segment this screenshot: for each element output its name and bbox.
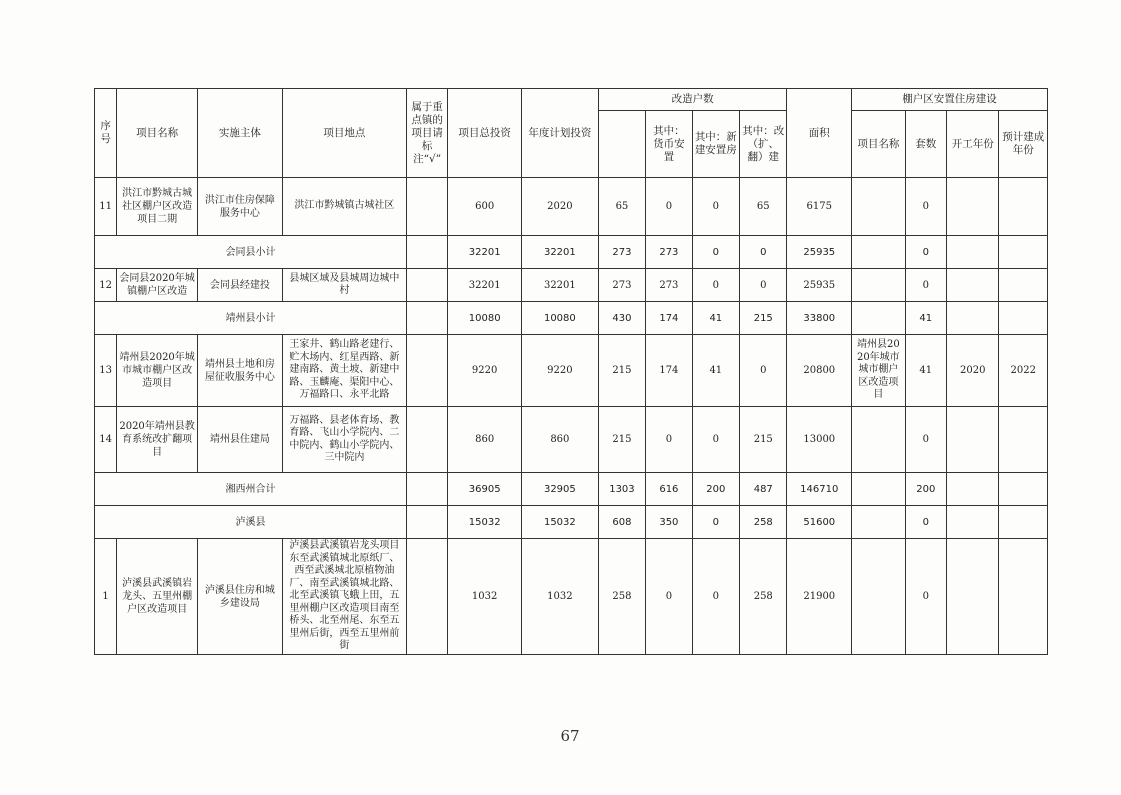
cell-sets: 0 [905, 506, 946, 539]
cell-seq: 11 [95, 178, 117, 236]
cell-location: 县城区域及县城周边城中村 [282, 269, 406, 302]
cell-new-resettlement-housing: 200 [692, 473, 739, 506]
cell-expected-completion-year [999, 302, 1048, 335]
cell-implementer: 泸溪县住房和城乡建设局 [197, 539, 282, 655]
subtotal-row [95, 473, 1048, 506]
cell-total-investment: 9220 [448, 335, 522, 407]
cell-start-year [946, 506, 998, 539]
cell-renovation-households: 215 [598, 335, 645, 407]
cell-area: 25935 [787, 269, 852, 302]
cell-key-town [406, 178, 447, 236]
cell-expected-completion-year [999, 407, 1048, 473]
cell-expected-completion-year [999, 236, 1048, 269]
cell-annual-plan-investment: 860 [522, 407, 599, 473]
cell-sets: 41 [905, 335, 946, 407]
cell-resettlement-project-name [852, 473, 906, 506]
cell-currency-resettlement: 174 [646, 302, 692, 335]
cell-key-town [406, 335, 447, 407]
cell-start-year [946, 236, 998, 269]
cell-area: 6175 [787, 178, 852, 236]
cell-renovation-households: 608 [598, 506, 645, 539]
cell-annual-plan-investment: 32201 [522, 269, 599, 302]
cell-area: 51600 [787, 506, 852, 539]
cell-area: 20800 [787, 335, 852, 407]
table-row [95, 335, 1048, 407]
cell-project-name: 靖州县2020年城市城市棚户区改造项目 [117, 335, 198, 407]
cell-annual-plan-investment: 9220 [522, 335, 599, 407]
header-area: 面积 [787, 89, 852, 178]
cell-expansion-rebuild: 0 [740, 335, 787, 407]
cell-new-resettlement-housing: 0 [692, 506, 739, 539]
cell-area: 21900 [787, 539, 852, 655]
cell-currency-resettlement: 174 [646, 335, 692, 407]
cell-new-resettlement-housing: 41 [692, 335, 739, 407]
table-row [95, 269, 1048, 302]
shantytown-renovation-table [94, 88, 1048, 655]
table-row [95, 178, 1048, 236]
cell-sets: 0 [905, 539, 946, 655]
cell-project-name: 洪江市黔城古城社区棚户区改造项目二期 [117, 178, 198, 236]
cell-resettlement-project-name: 靖州县2020年城市城市棚户区改造项目 [852, 335, 906, 407]
header-sets: 套数 [905, 111, 946, 178]
subtotal-label: 会同县小计 [95, 236, 407, 269]
cell-resettlement-project-name [852, 506, 906, 539]
header-expansion-rebuild: 其中：改（扩、翻）建 [740, 111, 787, 178]
cell-expected-completion-year [999, 269, 1048, 302]
cell-implementer: 靖州县土地和房屋征收服务中心 [197, 335, 282, 407]
cell-expected-completion-year [999, 178, 1048, 236]
cell-start-year [946, 178, 998, 236]
cell-sets: 41 [905, 302, 946, 335]
table-body [95, 178, 1048, 655]
cell-start-year [946, 539, 998, 655]
cell-renovation-households: 65 [598, 178, 645, 236]
cell-expected-completion-year [999, 506, 1048, 539]
cell-key-town [406, 302, 447, 335]
cell-total-investment: 600 [448, 178, 522, 236]
cell-project-name: 泸溪县武溪镇岩龙头、五里州棚户区改造项目 [117, 539, 198, 655]
cell-resettlement-project-name [852, 236, 906, 269]
cell-annual-plan-investment: 2020 [522, 178, 599, 236]
cell-annual-plan-investment: 32201 [522, 236, 599, 269]
header-new-resettlement-housing: 其中：新建安置房 [692, 111, 739, 178]
subtotal-row [95, 506, 1048, 539]
cell-key-town [406, 269, 447, 302]
header-start-year: 开工年份 [946, 111, 998, 178]
cell-expansion-rebuild: 258 [740, 539, 787, 655]
header-currency-resettlement: 其中：货币安置 [646, 111, 692, 178]
cell-currency-resettlement: 0 [646, 407, 692, 473]
header-annual-plan-investment: 年度计划投资 [522, 89, 599, 178]
cell-expected-completion-year [999, 539, 1048, 655]
cell-currency-resettlement: 273 [646, 236, 692, 269]
cell-resettlement-project-name [852, 539, 906, 655]
cell-expected-completion-year: 2022 [999, 335, 1048, 407]
cell-currency-resettlement: 0 [646, 178, 692, 236]
cell-resettlement-project-name [852, 302, 906, 335]
subtotal-row [95, 236, 1048, 269]
cell-area: 33800 [787, 302, 852, 335]
cell-expansion-rebuild: 215 [740, 407, 787, 473]
header-seq: 序号 [95, 89, 117, 178]
cell-renovation-households: 273 [598, 236, 645, 269]
cell-currency-resettlement: 350 [646, 506, 692, 539]
cell-total-investment: 36905 [448, 473, 522, 506]
cell-seq: 12 [95, 269, 117, 302]
page-number: 67 [560, 727, 580, 745]
header-location: 项目地点 [282, 89, 406, 178]
cell-new-resettlement-housing: 0 [692, 269, 739, 302]
cell-total-investment: 1032 [448, 539, 522, 655]
cell-project-name: 2020年靖州县教育系统改扩翻项目 [117, 407, 198, 473]
cell-expansion-rebuild: 487 [740, 473, 787, 506]
cell-renovation-households: 1303 [598, 473, 645, 506]
cell-renovation-households: 258 [598, 539, 645, 655]
cell-total-investment: 32201 [448, 236, 522, 269]
cell-seq: 13 [95, 335, 117, 407]
table-row [95, 407, 1048, 473]
cell-expansion-rebuild: 215 [740, 302, 787, 335]
cell-expected-completion-year [999, 473, 1048, 506]
cell-annual-plan-investment: 10080 [522, 302, 599, 335]
cell-renovation-households: 273 [598, 269, 645, 302]
cell-new-resettlement-housing: 0 [692, 407, 739, 473]
cell-expansion-rebuild: 258 [740, 506, 787, 539]
cell-start-year [946, 302, 998, 335]
header-project-name: 项目名称 [117, 89, 198, 178]
cell-location: 王家井、鹤山路老建行、贮木场内、红星西路、新建南路、黄土坡、新建中路、玉麟庵、渠阳中心、万福路口、永平北路 [282, 335, 406, 407]
cell-location: 万福路、县老体育场、教育路、飞山小学院内、二中院内、鹤山小学院内、三中院内 [282, 407, 406, 473]
header-renovation-households [598, 111, 645, 178]
cell-area: 25935 [787, 236, 852, 269]
header-resettlement-group: 棚户区安置住房建设 [852, 89, 1048, 111]
cell-sets: 0 [905, 178, 946, 236]
cell-annual-plan-investment: 32905 [522, 473, 599, 506]
cell-sets: 0 [905, 407, 946, 473]
cell-seq: 1 [95, 539, 117, 655]
cell-expansion-rebuild: 65 [740, 178, 787, 236]
cell-location: 洪江市黔城镇古城社区 [282, 178, 406, 236]
cell-annual-plan-investment: 1032 [522, 539, 599, 655]
cell-resettlement-project-name [852, 269, 906, 302]
header-res-project-name: 项目名称 [852, 111, 906, 178]
cell-currency-resettlement: 616 [646, 473, 692, 506]
cell-new-resettlement-housing: 41 [692, 302, 739, 335]
cell-total-investment: 32201 [448, 269, 522, 302]
cell-new-resettlement-housing: 0 [692, 539, 739, 655]
table-header [95, 89, 1048, 178]
cell-renovation-households: 430 [598, 302, 645, 335]
cell-total-investment: 15032 [448, 506, 522, 539]
cell-sets: 0 [905, 236, 946, 269]
cell-key-town [406, 506, 447, 539]
cell-annual-plan-investment: 15032 [522, 506, 599, 539]
cell-area: 146710 [787, 473, 852, 506]
cell-start-year [946, 269, 998, 302]
subtotal-label: 湘西州合计 [95, 473, 407, 506]
cell-resettlement-project-name [852, 407, 906, 473]
subtotal-label: 靖州县小计 [95, 302, 407, 335]
header-expected-completion-year: 预计建成年份 [999, 111, 1048, 178]
table-row [95, 539, 1048, 655]
cell-key-town [406, 236, 447, 269]
cell-project-name: 会同县2020年城镇棚户区改造 [117, 269, 198, 302]
cell-location: 泸溪县武溪镇岩龙头项目东至武溪镇城北原纸厂、西至武溪城北原植物油厂、南至武溪镇城北路、北至武溪镇飞蛾上田，五里州棚户区改造项目南至桥头、北至州尾、东至五里州后街，西至五里州前街 [282, 539, 406, 655]
cell-key-town [406, 407, 447, 473]
cell-expansion-rebuild: 0 [740, 269, 787, 302]
cell-new-resettlement-housing: 0 [692, 178, 739, 236]
cell-start-year [946, 407, 998, 473]
cell-renovation-households: 215 [598, 407, 645, 473]
cell-key-town [406, 473, 447, 506]
cell-implementer: 靖州县住建局 [197, 407, 282, 473]
cell-new-resettlement-housing: 0 [692, 236, 739, 269]
cell-implementer: 会同县经建投 [197, 269, 282, 302]
cell-total-investment: 10080 [448, 302, 522, 335]
cell-sets: 200 [905, 473, 946, 506]
cell-key-town [406, 539, 447, 655]
cell-currency-resettlement: 0 [646, 539, 692, 655]
cell-area: 13000 [787, 407, 852, 473]
cell-sets: 0 [905, 269, 946, 302]
cell-seq: 14 [95, 407, 117, 473]
subtotal-label: 泸溪县 [95, 506, 407, 539]
header-implementer: 实施主体 [197, 89, 282, 178]
subtotal-row [95, 302, 1048, 335]
cell-resettlement-project-name [852, 178, 906, 236]
cell-expansion-rebuild: 0 [740, 236, 787, 269]
cell-implementer: 洪江市住房保障服务中心 [197, 178, 282, 236]
header-renovation-households-group: 改造户数 [598, 89, 787, 111]
cell-currency-resettlement: 273 [646, 269, 692, 302]
header-key-town: 属于重点镇的项目请标注“√” [406, 89, 447, 178]
cell-total-investment: 860 [448, 407, 522, 473]
cell-start-year: 2020 [946, 335, 998, 407]
cell-start-year [946, 473, 998, 506]
header-total-investment: 项目总投资 [448, 89, 522, 178]
